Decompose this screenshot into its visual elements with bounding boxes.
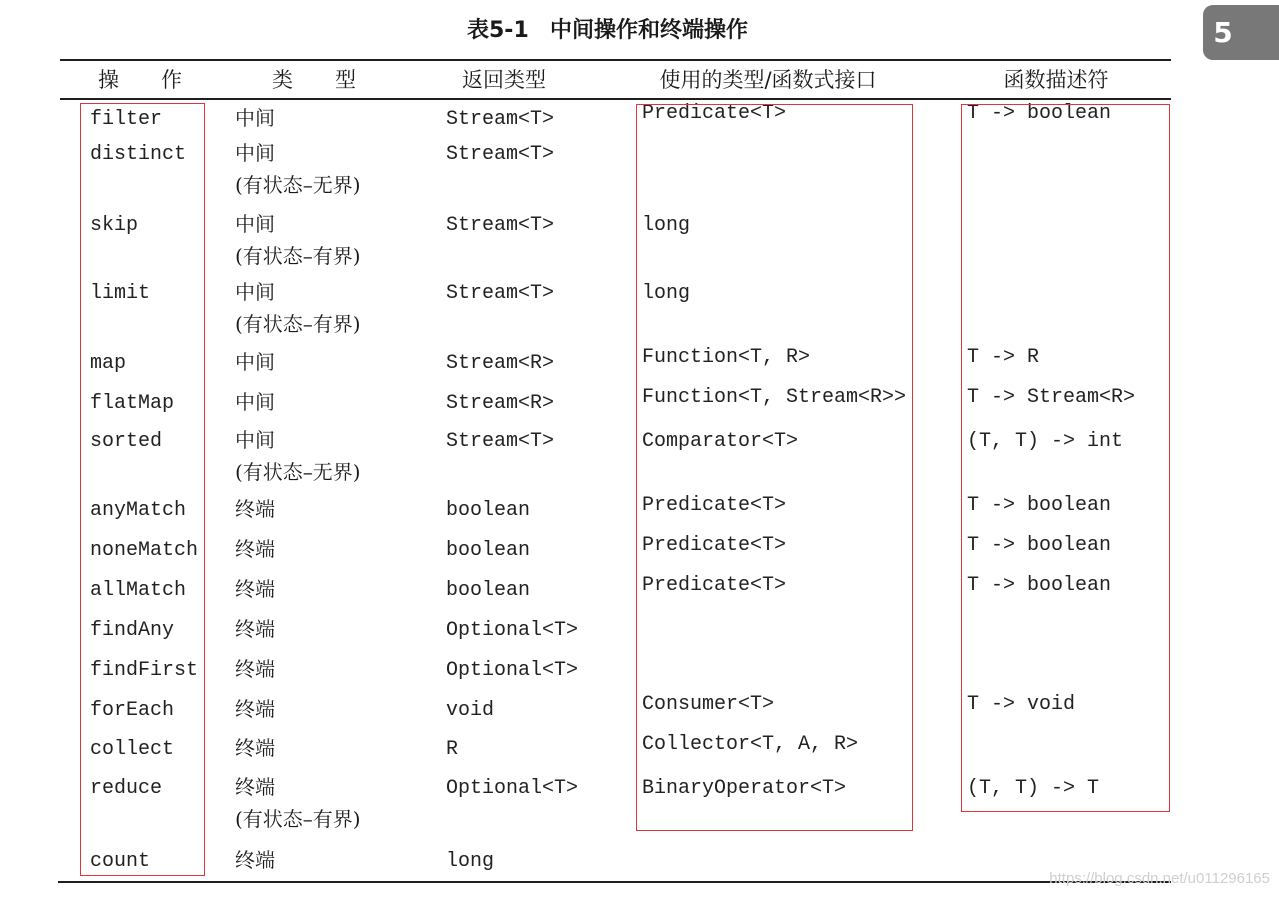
return-type: Stream<T> (446, 108, 555, 131)
return-type: R (446, 738, 459, 761)
table-bottom-rule (58, 881, 1171, 883)
return-type: boolean (446, 539, 531, 562)
operation-type: 终端 (235, 848, 275, 872)
operation-type: 终端 (235, 617, 275, 641)
function-descriptor: T -> Stream<R> (967, 386, 1136, 409)
functional-interface: Predicate<T> (642, 494, 787, 517)
operation-name: allMatch (90, 579, 187, 602)
return-type: Stream<T> (446, 143, 555, 166)
operation-name: limit (90, 282, 151, 305)
operation-name: sorted (90, 430, 163, 453)
return-type: long (446, 850, 495, 873)
operation-type-note: (有状态–有界) (235, 312, 361, 336)
column-header-return-type: 返回类型 (462, 68, 546, 92)
functional-interface: Function<T, R> (642, 346, 811, 369)
operation-name: skip (90, 214, 139, 237)
functional-interface: Function<T, Stream<R>> (642, 386, 907, 409)
functional-interface: Predicate<T> (642, 102, 787, 125)
highlight-box-descriptor-column (961, 104, 1170, 812)
functional-interface: Collector<T, A, R> (642, 733, 859, 756)
function-descriptor: T -> boolean (967, 102, 1112, 125)
operation-type: 中间 (235, 141, 275, 165)
operation-name: distinct (90, 143, 187, 166)
operation-name: findFirst (90, 659, 199, 682)
highlight-box-operation-column (80, 103, 205, 876)
operation-name: reduce (90, 777, 163, 800)
function-descriptor: T -> void (967, 693, 1076, 716)
operation-type: 终端 (235, 497, 275, 521)
functional-interface: Predicate<T> (642, 574, 787, 597)
operation-type-note: (有状态–无界) (235, 460, 361, 484)
operation-type: 中间 (235, 212, 275, 236)
operation-type-note: (有状态–有界) (235, 807, 361, 831)
function-descriptor: T -> boolean (967, 574, 1112, 597)
return-type: Stream<R> (446, 392, 555, 415)
operation-type: 终端 (235, 537, 275, 561)
operation-type: 终端 (235, 775, 275, 799)
function-descriptor: (T, T) -> T (967, 777, 1100, 800)
functional-interface: BinaryOperator<T> (642, 777, 847, 800)
operation-name: map (90, 352, 127, 375)
operation-name: flatMap (90, 392, 175, 415)
return-type: Optional<T> (446, 659, 579, 682)
functional-interface: long (642, 282, 691, 305)
operation-name: findAny (90, 619, 175, 642)
return-type: void (446, 699, 495, 722)
return-type: boolean (446, 579, 531, 602)
functional-interface: Predicate<T> (642, 534, 787, 557)
operation-type: 中间 (235, 390, 275, 414)
function-descriptor: T -> R (967, 346, 1040, 369)
return-type: Optional<T> (446, 619, 579, 642)
return-type: Stream<T> (446, 214, 555, 237)
return-type: Stream<R> (446, 352, 555, 375)
functional-interface: Comparator<T> (642, 430, 799, 453)
operation-name: filter (90, 108, 163, 131)
operation-type: 中间 (235, 428, 275, 452)
operation-name: collect (90, 738, 175, 761)
operation-type: 终端 (235, 736, 275, 760)
column-header-functional-interface: 使用的类型/函数式接口 (659, 68, 877, 92)
column-header-type: 类 型 (272, 68, 356, 92)
operation-type: 终端 (235, 657, 275, 681)
operation-type: 终端 (235, 577, 275, 601)
function-descriptor: (T, T) -> int (967, 430, 1124, 453)
return-type: boolean (446, 499, 531, 522)
operation-type-note: (有状态–无界) (235, 173, 361, 197)
table-top-rule (60, 59, 1171, 61)
operation-type: 终端 (235, 697, 275, 721)
chapter-number: 5 (1213, 16, 1233, 49)
operation-name: anyMatch (90, 499, 187, 522)
column-header-operation: 操 作 (98, 68, 182, 92)
table-caption-text: 中间操作和终端操作 (550, 18, 749, 43)
column-header-function-descriptor: 函数描述符 (1003, 68, 1109, 92)
functional-interface: long (642, 214, 691, 237)
operation-type: 中间 (235, 106, 275, 130)
highlight-box-interface-column (636, 104, 913, 831)
return-type: Stream<T> (446, 430, 555, 453)
operation-name: noneMatch (90, 539, 199, 562)
watermark: https://blog.csdn.net/u011296165 (1049, 870, 1270, 887)
function-descriptor: T -> boolean (967, 534, 1112, 557)
operation-name: count (90, 850, 151, 873)
table-header-rule (60, 98, 1171, 100)
chapter-tab (1203, 5, 1279, 60)
return-type: Stream<T> (446, 282, 555, 305)
function-descriptor: T -> boolean (967, 494, 1112, 517)
functional-interface: Consumer<T> (642, 693, 775, 716)
return-type: Optional<T> (446, 777, 579, 800)
operation-type: 中间 (235, 350, 275, 374)
operation-name: forEach (90, 699, 175, 722)
operation-type-note: (有状态–有界) (235, 244, 361, 268)
table-caption-label: 表5-1 (467, 18, 529, 43)
operation-type: 中间 (235, 280, 275, 304)
